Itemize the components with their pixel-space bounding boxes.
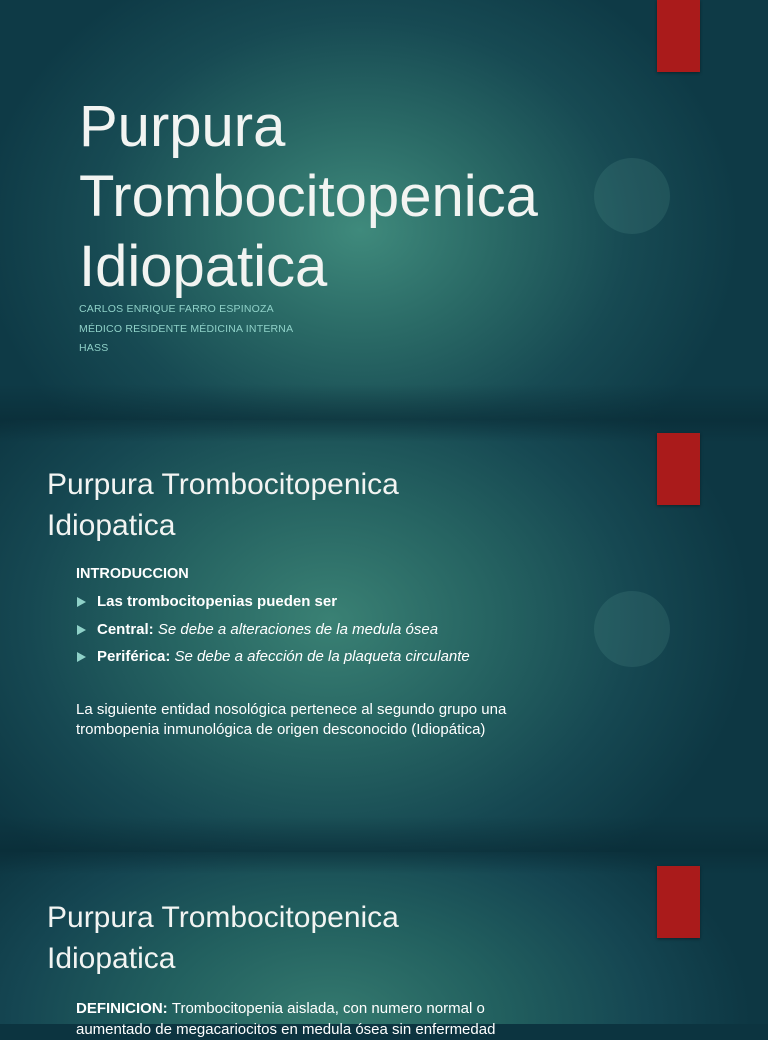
definition-label: DEFINICION: [76, 1000, 172, 1017]
slide-edge-shadow [0, 816, 768, 852]
title-line: Purpura Trombocitopenica [47, 468, 399, 501]
slide-1[interactable] [0, 0, 768, 420]
definition-line [76, 998, 636, 1019]
section-heading: INTRODUCCION [76, 566, 189, 582]
slide-title [47, 464, 547, 546]
red-accent-tab [657, 866, 700, 938]
definition-line: aumentado de megacariocitos en medula ósea sin enfermedad [76, 1021, 496, 1038]
title-line: Purpura Trombocitopenica [47, 901, 399, 934]
definition-text [76, 998, 636, 1040]
list-item [76, 643, 470, 671]
slide-2[interactable] [0, 420, 768, 852]
author-institution: HASS [79, 342, 109, 354]
red-accent-tab [657, 433, 700, 505]
bullet-bold-text: Las trombocitopenias pueden ser [97, 593, 338, 610]
author-role: MÉDICO RESIDENTE MÉDICINA INTERNA [79, 322, 294, 335]
slide-edge-shadow [0, 852, 768, 874]
triangle-bullet-icon [77, 597, 86, 607]
title-line: Idiopatica [47, 509, 176, 542]
red-accent-tab [657, 0, 700, 72]
author-name: CARLOS ENRIQUE FARRO ESPINOZA [79, 303, 274, 315]
slide-title [47, 897, 547, 979]
triangle-bullet-icon [77, 625, 86, 635]
bullet-italic-text: Se debe a alteraciones de la medula ósea [157, 620, 439, 638]
bullet-bold-text: Periférica: [97, 648, 175, 665]
bullet-bold-text: Central: [97, 620, 158, 638]
slide-title [79, 92, 639, 302]
definition-line-text: Trombocitopenia aislada, con numero normal o [171, 1000, 485, 1017]
slide-edge-shadow [0, 384, 768, 420]
title-line: Idiopatica [79, 234, 328, 299]
bullet-italic-text: Se debe a afección de la plaqueta circulante [174, 648, 470, 665]
bullet-list [76, 588, 470, 671]
title-line: Idiopatica [47, 942, 176, 975]
list-item [76, 616, 470, 644]
body-paragraph [76, 700, 606, 740]
slide-edge-shadow [0, 420, 768, 442]
list-item [76, 588, 470, 616]
title-line: Purpura [79, 94, 286, 159]
paragraph-line: La siguiente entidad nosológica pertenece al segundo grupo una [76, 701, 507, 718]
title-line: Trombocitopenica [79, 164, 538, 229]
slide-subtitle [79, 300, 293, 359]
decorative-circle [594, 591, 670, 667]
triangle-bullet-icon [77, 652, 86, 662]
paragraph-line: trombopenia inmunológica de origen desconocido (Idiopática) [76, 721, 486, 738]
